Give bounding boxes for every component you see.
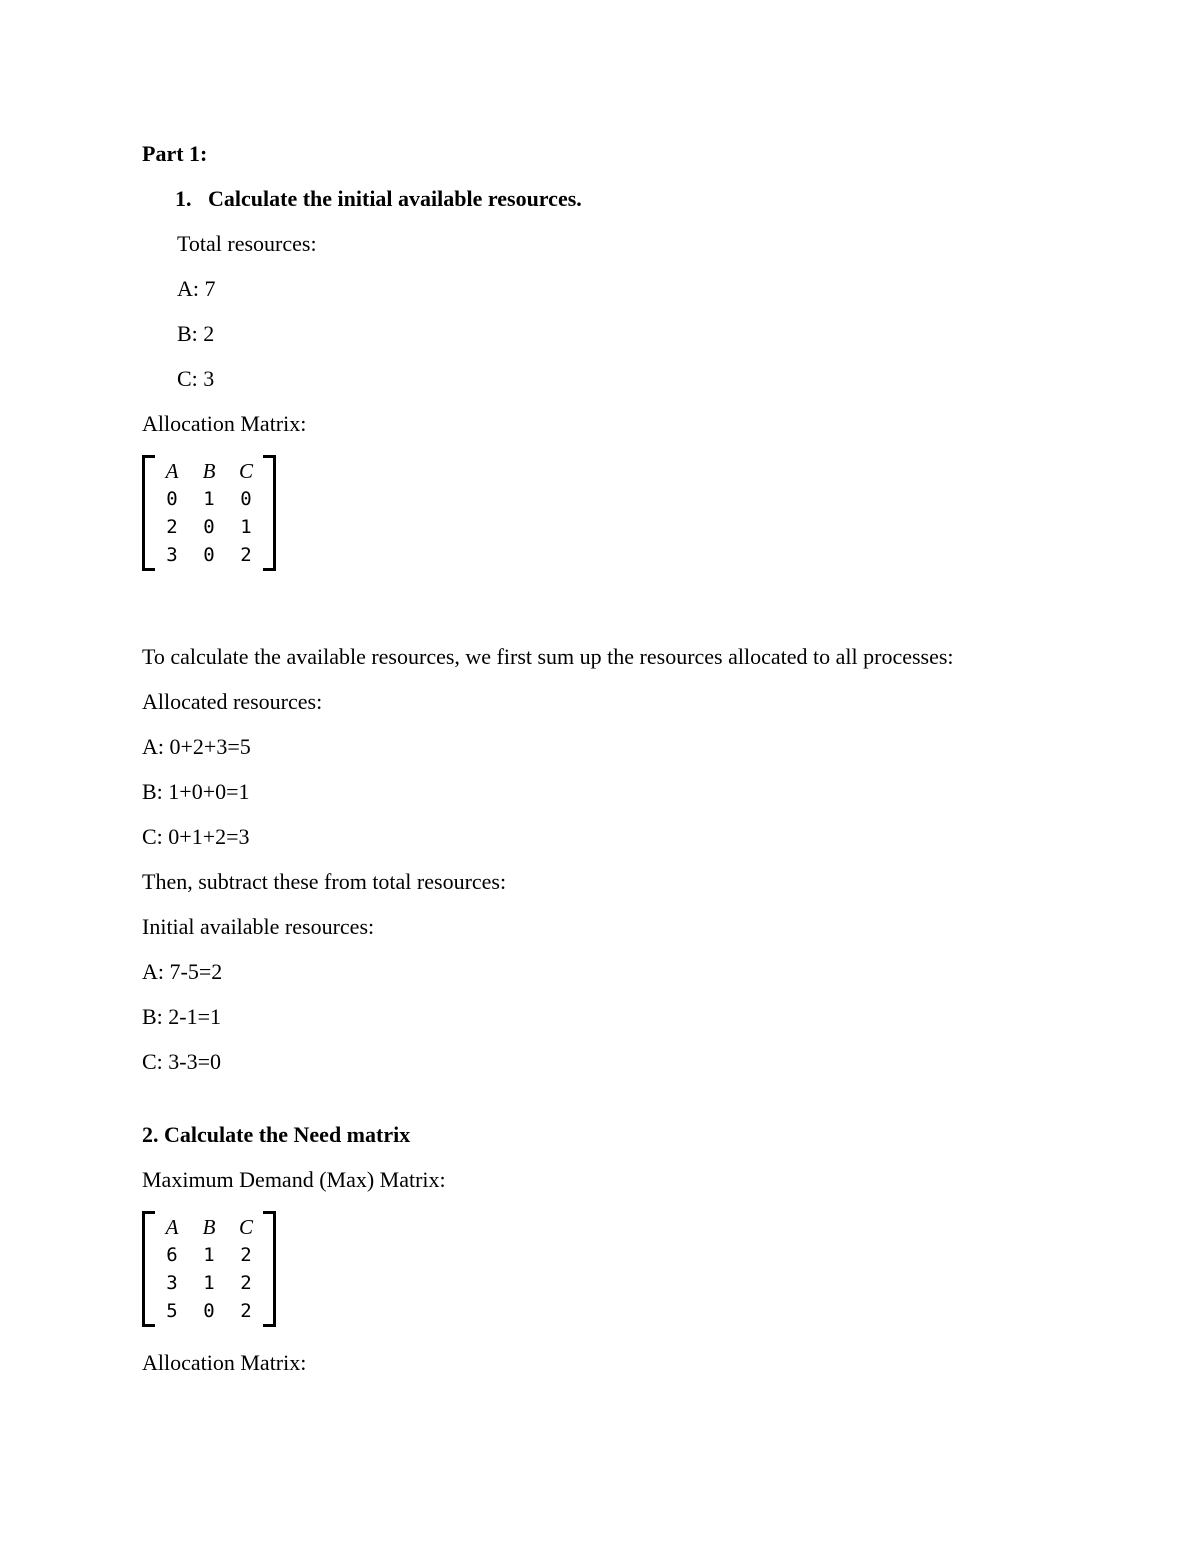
allocated-a: A: 0+2+3=5 [142, 734, 251, 759]
matrix-right-bracket [263, 455, 276, 571]
allocated-resources-label: Allocated resources: [142, 689, 323, 714]
subtract-paragraph: Then, subtract these from total resources: [142, 869, 507, 894]
allocation-matrix-grid [155, 455, 263, 571]
matrix-cell: 1 [203, 1272, 215, 1294]
initial-b: B: 2-1=1 [142, 1004, 222, 1029]
sum-paragraph: To calculate the available resources, we first sum up the resources allocated to all processes: [142, 644, 954, 669]
matrix-header: C [238, 1215, 253, 1239]
matrix-cell: 2 [240, 544, 252, 566]
matrix-left-bracket [142, 1211, 155, 1327]
matrix-cell: 1 [203, 488, 215, 510]
initial-c: C: 3-3=0 [142, 1049, 222, 1074]
matrix-cell: 2 [240, 1272, 252, 1294]
part-heading: Part 1: [142, 141, 208, 166]
matrix-cell: 5 [166, 1300, 178, 1322]
matrix-header: A [165, 459, 179, 483]
matrix-cell: 3 [166, 1272, 178, 1294]
matrix-cell: 2 [240, 1300, 252, 1322]
total-resource-a: A: 7 [177, 276, 216, 301]
total-resource-b: B: 2 [177, 321, 215, 346]
matrix-cell: 0 [203, 544, 215, 566]
matrix-cell: 0 [240, 488, 252, 510]
matrix-cell: 3 [166, 544, 178, 566]
matrix-header: C [238, 459, 253, 483]
total-resource-c: C: 3 [177, 366, 215, 391]
matrix-right-bracket [263, 1211, 276, 1327]
matrix-cell: 0 [166, 488, 178, 510]
matrix-cell: 0 [203, 516, 215, 538]
max-matrix-grid [155, 1211, 263, 1327]
allocation-matrix-label-2: Allocation Matrix: [142, 1350, 307, 1375]
step1-number: 1. [175, 186, 192, 211]
matrix-header: B [202, 459, 216, 483]
step1-heading [175, 185, 1082, 213]
matrix-cell: 2 [240, 1244, 252, 1266]
max-demand-matrix [142, 1211, 276, 1327]
step1-title: Calculate the initial available resources. [208, 186, 582, 211]
allocated-c: C: 0+1+2=3 [142, 824, 250, 849]
initial-available-label: Initial available resources: [142, 914, 375, 939]
matrix-cell: 0 [203, 1300, 215, 1322]
matrix-header: B [202, 1215, 216, 1239]
allocation-matrix-label: Allocation Matrix: [142, 411, 307, 436]
allocated-b: B: 1+0+0=1 [142, 779, 250, 804]
document-content [142, 140, 1082, 1394]
total-resources-label: Total resources: [177, 231, 317, 256]
initial-a: A: 7-5=2 [142, 959, 223, 984]
matrix-cell: 1 [240, 516, 252, 538]
matrix-cell: 6 [166, 1244, 178, 1266]
allocation-matrix [142, 455, 276, 571]
step2-heading: 2. Calculate the Need matrix [142, 1122, 411, 1147]
matrix-cell: 2 [166, 516, 178, 538]
matrix-left-bracket [142, 455, 155, 571]
matrix-header: A [165, 1215, 179, 1239]
matrix-cell: 1 [203, 1244, 215, 1266]
max-matrix-label: Maximum Demand (Max) Matrix: [142, 1167, 446, 1192]
